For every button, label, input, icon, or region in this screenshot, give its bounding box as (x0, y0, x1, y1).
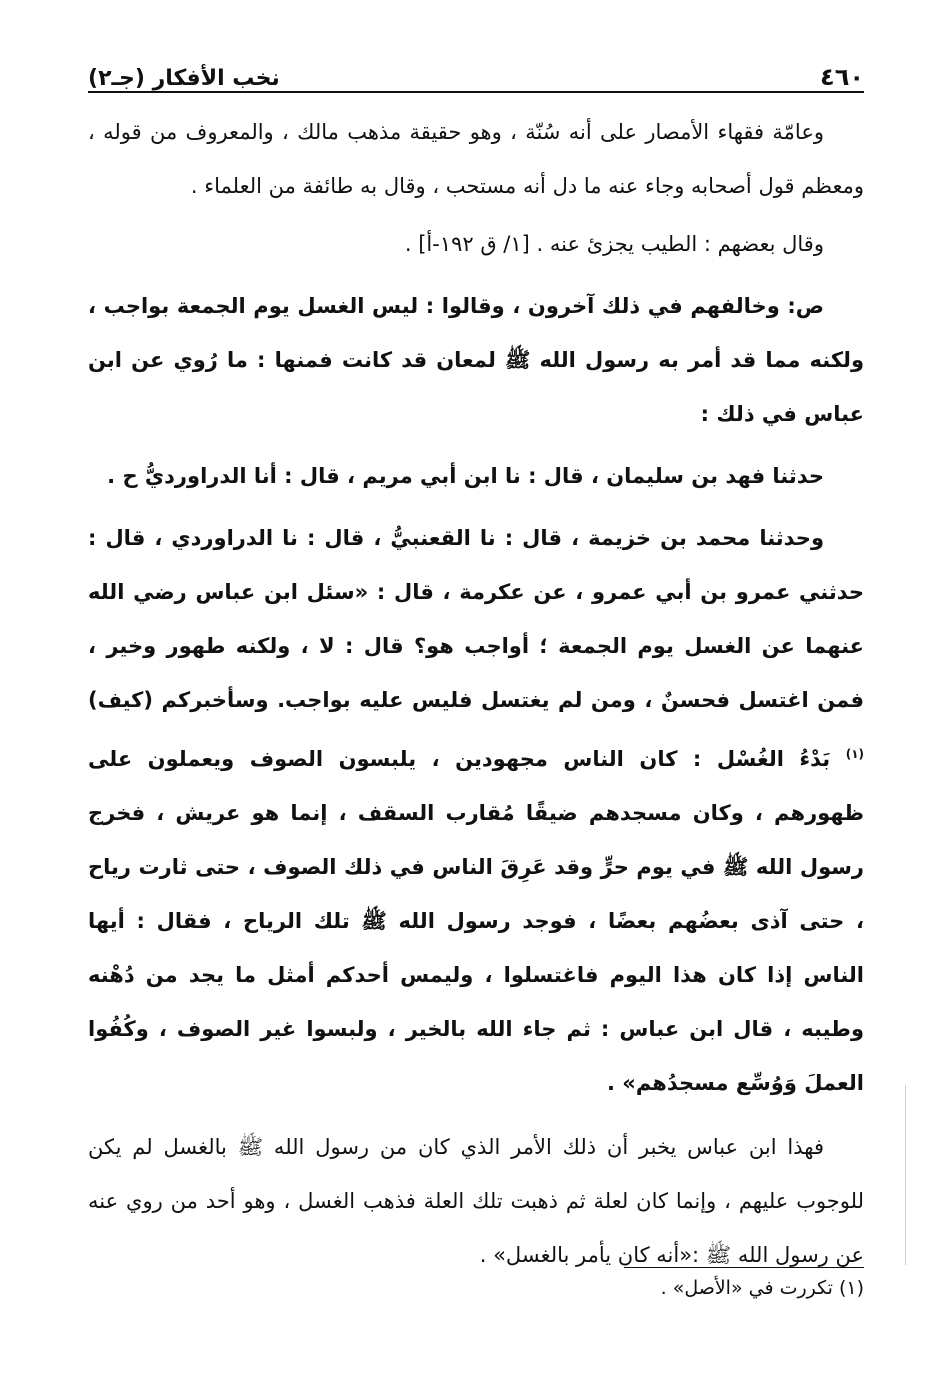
footnote-reference[interactable]: (١) (845, 747, 864, 761)
paragraph-5 (88, 511, 864, 1110)
paragraph-4: حدثنا فهد بن سليمان ، قال : نا ابن أبي مريم ، قال : أنا الدراورديُّ ح . (107, 464, 824, 488)
paragraph-6: فهذا ابن عباس يخبر أن ذلك الأمر الذي كان من رسول الله ﷺ بالغسل لم يكن للوجوب عليهم ، وإنما كان لعلة ثم ذهبت تلك العلة فذهب الغسل ، وهو أحد من روي عنه عن رسول الله ﷺ :«أنه كان يأمر بالغسل» . (88, 1135, 864, 1267)
footnote-divider (624, 1267, 864, 1268)
margin-line (905, 1085, 906, 1265)
footnote: (١) تكررت في «الأصل» . (660, 1277, 864, 1299)
paragraph-2: وقال بعضهم : الطيب يجزئ عنه . [١/ ق ١٩٢-أ] . (404, 232, 824, 256)
book-title: نخب الأفكار (جـ٢) (88, 66, 280, 91)
paragraph-1: وعامّة فقهاء الأمصار على أنه سُنّة ، وهو حقيقة مذهب مالك ، والمعروف من قوله ، ومعظم قول أصحابه وجاء عنه ما دل أنه مستحب ، وقال به طائفة من العلماء . (88, 120, 864, 198)
paragraph-5-part-1: وحدثنا محمد بن خزيمة ، قال : نا القعنبيُّ ، قال : نا الدراوردي ، قال : حدثني عمرو بن أبي عمرو ، عن عكرمة ، قال : «سئل ابن عباس رضي الله عنهما عن الغسل يوم الجمعة ؛ أواجب هو؟ قال : لا ، ولكنه طهور وخير ، فمن اغتسل فحسنٌ ، ومن لم يغتسل فليس عليه بواجب. وسأخبركم (كيف) (88, 526, 864, 712)
book-page (88, 55, 864, 1299)
page-header (88, 55, 864, 93)
page-number: ٤٦٠ (820, 63, 864, 91)
paragraph-3: ص: وخالفهم في ذلك آخرون ، وقالوا : ليس الغسل يوم الجمعة بواجب ، ولكنه مما قد أمر به رسول الله ﷺ لمعان قد كانت فمنها : ما رُوي عن ابن عباس في ذلك : (88, 294, 864, 426)
paragraph-5-part-2: بَدْءُ الغُسْل : كان الناس مجهودين ، يلبسون الصوف ويعملون على ظهورهم ، وكان مسجدهم ضيقًا مُقارب السقف ، إنما هو عريش ، فخرج رسول الله ﷺ في يوم حرٍّ وقد عَرِقَ الناس في ذلك الصوف ، حتى ثارت رياح ، حتى آذى بعضُهم بعضًا ، فوجد رسول الله ﷺ تلك الرياح ، فقال : أيها الناس إذا كان هذا اليوم فاغتسلوا ، وليمس أحدكم أمثل ما يجد من دُهْنه وطيبه ، قال ابن عباس : ثم جاء الله بالخير ، ولبسوا غير الصوف ، وكُفُوا العملَ وَوُسِّع مسجدُهم» . (88, 747, 864, 1095)
